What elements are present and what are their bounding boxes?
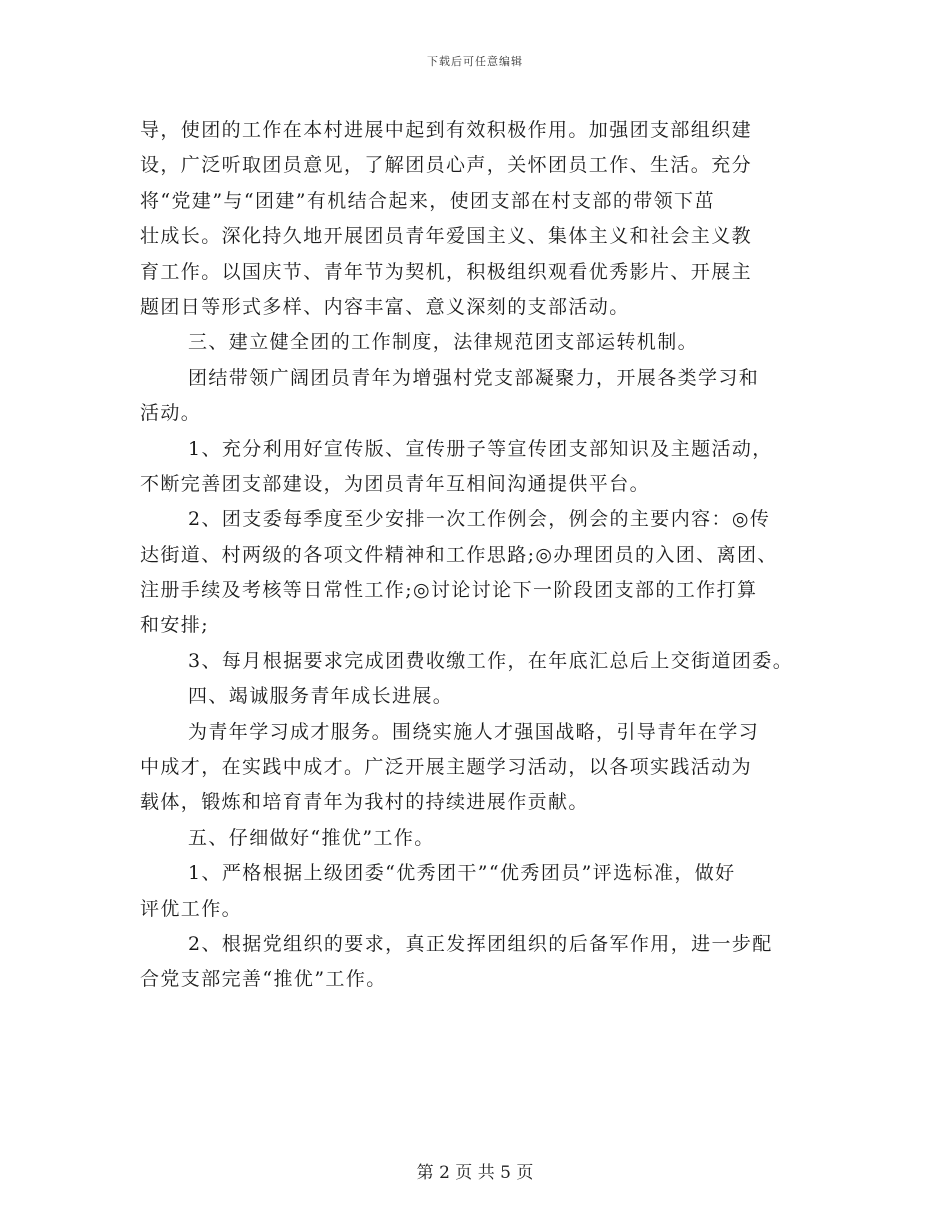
text-line: 活动。 bbox=[140, 402, 202, 425]
page-number: 第 2 页 共 5 页 bbox=[416, 1163, 534, 1183]
text-line: 题团日等形式多样、内容丰富、意义深刻的支部活动。 bbox=[140, 295, 630, 318]
list-item: 2、根据党组织的要求，真正发挥团组织的后备军作用，进一步配 bbox=[188, 932, 773, 955]
section-heading: 五、仔细做好“推优”工作。 bbox=[188, 826, 435, 849]
list-item: 3、每月根据要求完成团费收缴工作，在年底汇总后上交街道团委。 bbox=[188, 649, 794, 672]
text-line: 注册手续及考核等日常性工作;◎讨论讨论下一阶段团支部的工作打算 bbox=[140, 579, 758, 602]
text-line: 团结带领广阔团员青年为增强村党支部凝聚力，开展各类学习和 bbox=[188, 366, 760, 389]
text-line: 和安排; bbox=[140, 614, 210, 637]
text-line: 载体，锻炼和培育青年为我村的持续进展作贡献。 bbox=[140, 791, 589, 814]
text-line: 导，使团的工作在本村进展中起到有效积极作用。加强团支部组织建 bbox=[140, 119, 753, 141]
text-line: 壮成长。深化持久地开展团员青年爱国主义、集体主义和社会主义教 bbox=[140, 225, 753, 248]
list-item: 1、严格根据上级团委“优秀团干”“优秀团员”评选标准，做好 bbox=[188, 862, 736, 885]
text-line: 将“党建”与“团建”有机结合起来，使团支部在村支部的带领下茁 bbox=[140, 189, 715, 212]
text-line: 不断完善团支部建设，为团员青年互相间沟通提供平台。 bbox=[140, 472, 651, 495]
text-line: 评优工作。 bbox=[140, 897, 243, 920]
header-note: 下载后可任意编辑 bbox=[427, 55, 523, 68]
text-line: 育工作。以国庆节、青年节为契机，积极组织观看优秀影片、开展主 bbox=[140, 260, 753, 283]
list-item: 1、充分利用好宣传版、宣传册子等宣传团支部知识及主题活动， bbox=[188, 437, 773, 460]
text-line: 设，广泛听取团员意见，了解团员心声，关怀团员工作、生活。充分 bbox=[140, 154, 753, 177]
text-line: 达街道、村两级的各项文件精神和工作思路;◎办理团员的入团、离团、 bbox=[140, 543, 778, 566]
body-text bbox=[140, 113, 812, 998]
text-line: 为青年学习成才服务。围绕实施人才强国战略，引导青年在学习 bbox=[188, 720, 760, 743]
text-line: 中成才，在实践中成才。广泛开展主题学习活动，以各项实践活动为 bbox=[140, 756, 753, 779]
section-heading: 四、竭诚服务青年成长进展。 bbox=[188, 685, 454, 708]
list-item: 2、团支委每季度至少安排一次工作例会，例会的主要内容：◎传 bbox=[188, 508, 771, 531]
text-line: 合党支部完善“推优”工作。 bbox=[140, 968, 387, 991]
section-heading: 三、建立健全团的工作制度，法律规范团支部运转机制。 bbox=[188, 331, 699, 354]
